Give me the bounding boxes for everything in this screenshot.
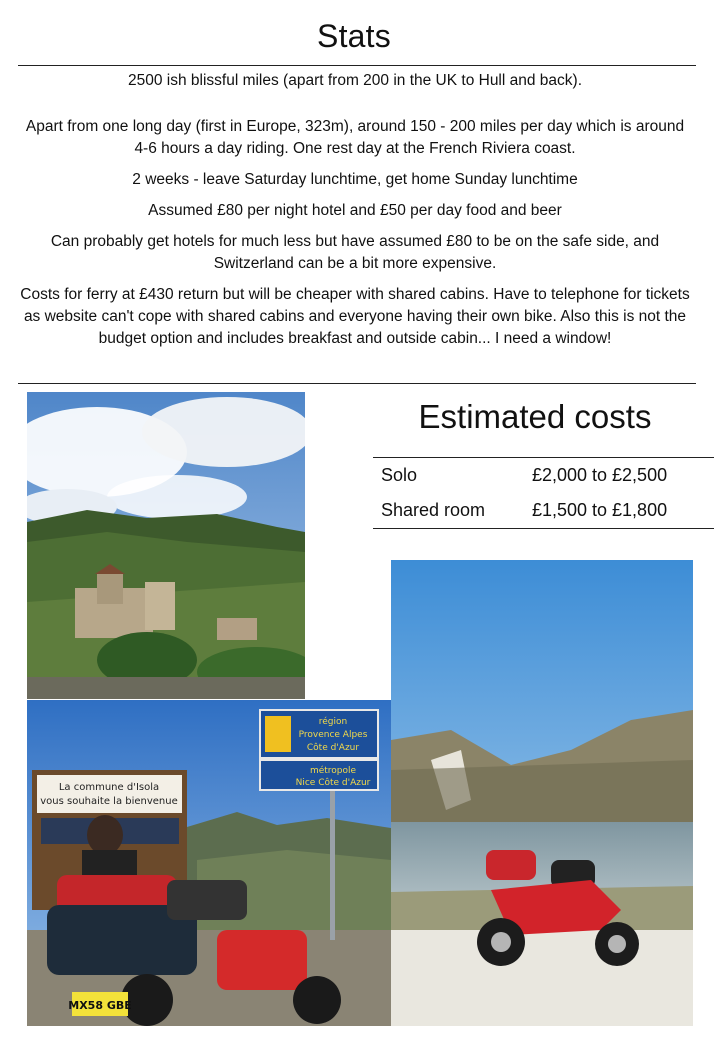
number-plate: MX58 GBE (68, 999, 132, 1012)
region-sign-line3: Côte d'Azur (306, 743, 360, 753)
cost-value: £1,500 to £1,800 (524, 493, 714, 529)
rider-photo (27, 700, 391, 1026)
welcome-sign-line2: vous souhaite la bienvenue (40, 796, 178, 807)
top-divider (18, 65, 696, 66)
cost-label: Solo (373, 458, 524, 494)
costs-table (373, 457, 714, 529)
stats-text (20, 70, 690, 359)
paragraph-hotels: Can probably get hotels for much less but have assumed £80 to be on the safe side, and Switzerland can be a bit more expensive. (50, 233, 660, 272)
paragraph-daily: Apart from one long day (first in Europe, 323m), around 150 - 200 miles per day which is around 4-6 hours a day riding. One rest day at the French Riviera coast. (25, 118, 685, 157)
table-row (373, 493, 714, 529)
metro-sign-line1: métropole (309, 766, 357, 776)
region-sign-line2: Provence Alpes (298, 730, 368, 740)
region-sign-line1: région (318, 717, 348, 727)
paragraph-miles: 2500 ish blissful miles (apart from 200 in the UK to Hull and back). (127, 72, 583, 89)
bottom-divider (18, 383, 696, 384)
paragraph-assumptions: Assumed £80 per night hotel and £50 per day food and beer (148, 202, 562, 219)
costs-title: Estimated costs (418, 398, 652, 435)
page-title: Stats (317, 18, 391, 54)
cost-label: Shared room (373, 493, 524, 529)
cost-value: £2,000 to £2,500 (524, 458, 714, 494)
table-row (373, 458, 714, 494)
paragraph-ferry: Costs for ferry at £430 return but will be cheaper with shared cabins. Have to telephone for tickets as website can't cope with shared cabins and everyone having their own bike. Also this is not the budget option and includes breakfast and outside cabin... I need a window! (20, 286, 690, 347)
welcome-sign-line1: La commune d'Isola (58, 782, 160, 793)
metro-sign-line2: Nice Côte d'Azur (295, 778, 371, 788)
castle-photo (27, 392, 305, 699)
paragraph-duration: 2 weeks - leave Saturday lunchtime, get home Sunday lunchtime (132, 171, 578, 188)
lake-photo (391, 560, 693, 1026)
